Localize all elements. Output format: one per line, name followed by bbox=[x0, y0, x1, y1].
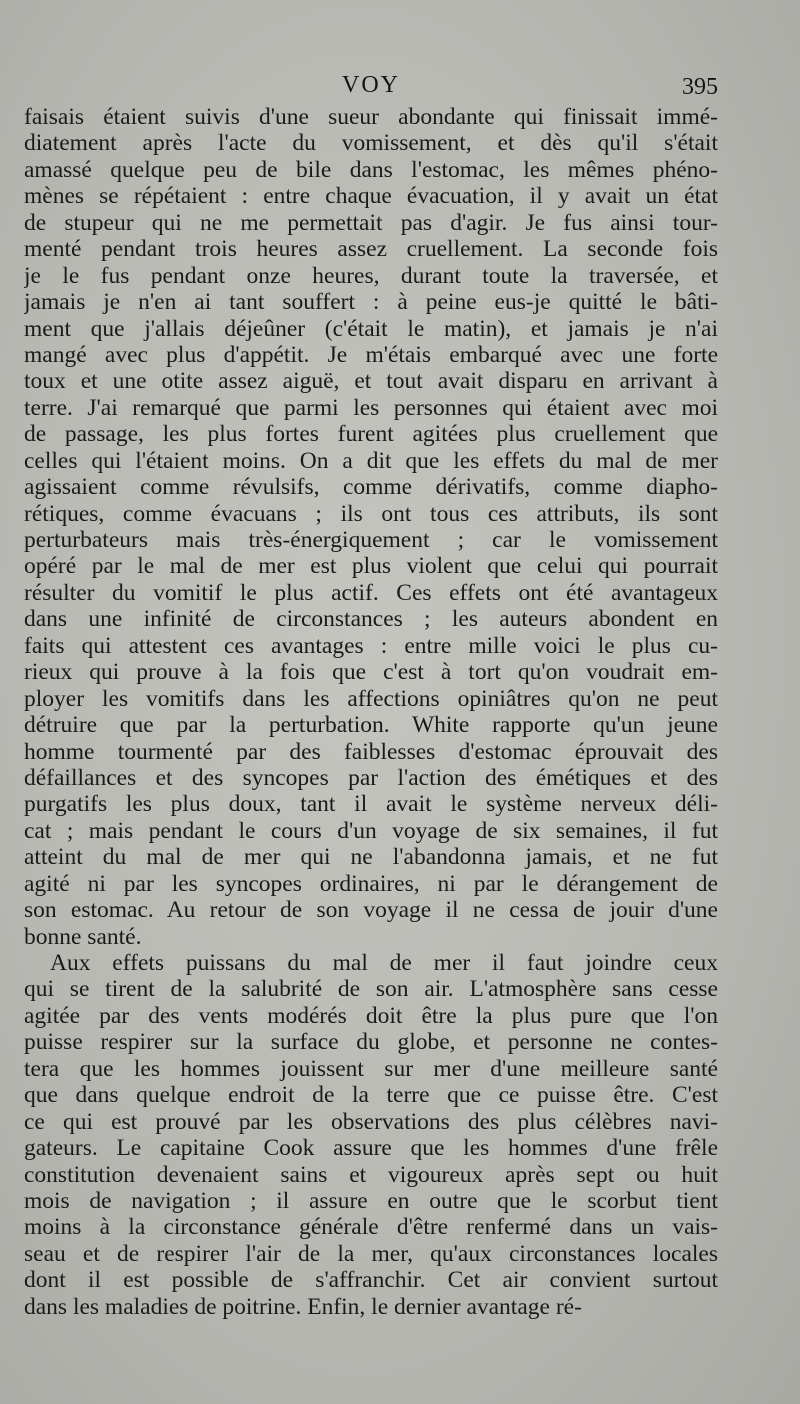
text-line: bonne santé. bbox=[24, 923, 142, 950]
text-line: ment que j'allais déjeûner (c'était le matin), et jamais je n'ai bbox=[24, 315, 718, 342]
text-line: mois de navigation ; il assure en outre que le scorbut tient bbox=[24, 1187, 718, 1214]
text-line: je le fus pendant onze heures, durant toute la traversée, et bbox=[24, 262, 718, 289]
text-line: menté pendant trois heures assez cruellement. La seconde fois bbox=[24, 236, 718, 263]
text-line: de stupeur qui ne me permettait pas d'agir. Je fus ainsi tour- bbox=[24, 209, 718, 236]
text-line: perturbateurs mais très-énergiquement ; car le vomissement bbox=[24, 527, 718, 553]
page-header bbox=[24, 72, 718, 104]
text-line: atteint du mal de mer qui ne l'abandonna jamais, et ne fut bbox=[24, 844, 718, 871]
text-line: détruire que par la perturbation. White rapporte qu'un jeune bbox=[24, 712, 718, 739]
text-line: dans les maladies de poitrine. Enfin, le dernier avantage ré- bbox=[24, 1293, 582, 1320]
text-line: purgatifs les plus doux, tant il avait le système nerveux déli- bbox=[24, 791, 718, 818]
text-line: mangé avec plus d'appétit. Je m'étais embarqué avec une forte bbox=[24, 341, 718, 368]
text-line: gateurs. Le capitaine Cook assure que les hommes d'une frêle bbox=[24, 1135, 718, 1162]
text-line: terre. J'ai remarqué que parmi les personnes qui étaient avec moi bbox=[24, 394, 718, 421]
text-line: homme tourmenté par des faiblesses d'estomac éprouvait des bbox=[24, 738, 718, 765]
text-line: celles qui l'étaient moins. On a dit que les effets du mal de mer bbox=[24, 447, 718, 474]
text-line: diatement après l'acte du vomissement, et dès qu'il s'était bbox=[24, 130, 718, 157]
text-line: ployer les vomitifs dans les affections opiniâtres qu'on ne peut bbox=[24, 685, 718, 712]
text-line: son estomac. Au retour de son voyage il ne cessa de jouir d'une bbox=[24, 897, 718, 924]
text-line: faits qui attestent ces avantages : entre mille voici le plus cu- bbox=[24, 632, 718, 659]
text-line: agitée par des vents modérés doit être la plus pure que l'on bbox=[24, 1002, 718, 1029]
paragraph-1 bbox=[24, 104, 718, 950]
text-line: puisse respirer sur la surface du globe, et personne ne contes- bbox=[24, 1029, 718, 1056]
text-line: ce qui est prouvé par les observations des plus célèbres navi- bbox=[24, 1108, 718, 1135]
body-text bbox=[24, 104, 718, 1320]
text-line: rétiques, comme évacuans ; ils ont tous ces attributs, ils sont bbox=[24, 500, 718, 527]
text-line: faisais étaient suivis d'une sueur abondante qui finissait immé- bbox=[24, 104, 718, 130]
text-line: constitution devenaient sains et vigoureux après sept ou huit bbox=[24, 1161, 718, 1188]
text-line: tera que les hommes jouissent sur mer d'une meilleure santé bbox=[24, 1055, 718, 1082]
running-head: VOY bbox=[342, 72, 400, 98]
text-line: cat ; mais pendant le cours d'un voyage de six semaines, il fut bbox=[24, 817, 718, 844]
text-line: défaillances et des syncopes par l'action des émétiques et des bbox=[24, 764, 718, 791]
text-line: amassé quelque peu de bile dans l'estomac, les mêmes phéno- bbox=[24, 156, 718, 183]
text-line: Aux effets puissans du mal de mer il faut joindre ceux bbox=[50, 950, 718, 976]
text-line: rieux qui prouve à la fois que c'est à tort qu'on voudrait em- bbox=[24, 659, 718, 686]
text-line: qui se tirent de la salubrité de son air. L'atmosphère sans cesse bbox=[24, 976, 718, 1003]
paragraph-2 bbox=[24, 950, 718, 1320]
text-line: moins à la circonstance générale d'être renfermé dans un vais- bbox=[24, 1214, 718, 1241]
text-line: opéré par le mal de mer est plus violent que celui qui pourrait bbox=[24, 553, 718, 580]
text-line: toux et une otite assez aiguë, et tout avait disparu en arrivant à bbox=[24, 368, 718, 395]
text-line: dans une infinité de circonstances ; les auteurs abondent en bbox=[24, 606, 718, 633]
page-number: 395 bbox=[682, 74, 718, 100]
text-line: de passage, les plus fortes furent agitées plus cruellement que bbox=[24, 421, 718, 448]
text-line: dont il est possible de s'affranchir. Cet air convient surtout bbox=[24, 1267, 718, 1294]
text-line: agité ni par les syncopes ordinaires, ni par le dérangement de bbox=[24, 870, 718, 897]
text-line: seau et de respirer l'air de la mer, qu'aux circonstances locales bbox=[24, 1240, 718, 1267]
text-line: résulter du vomitif le plus actif. Ces effets ont été avantageux bbox=[24, 579, 718, 606]
text-line: que dans quelque endroit de la terre que ce puisse être. C'est bbox=[24, 1082, 718, 1109]
text-line: mènes se répétaient : entre chaque évacuation, il y avait un état bbox=[24, 183, 718, 210]
text-line: jamais je n'en ai tant souffert : à peine eus-je quitté le bâti- bbox=[24, 289, 718, 316]
text-line: agissaient comme révulsifs, comme dérivatifs, comme diapho- bbox=[24, 474, 718, 501]
